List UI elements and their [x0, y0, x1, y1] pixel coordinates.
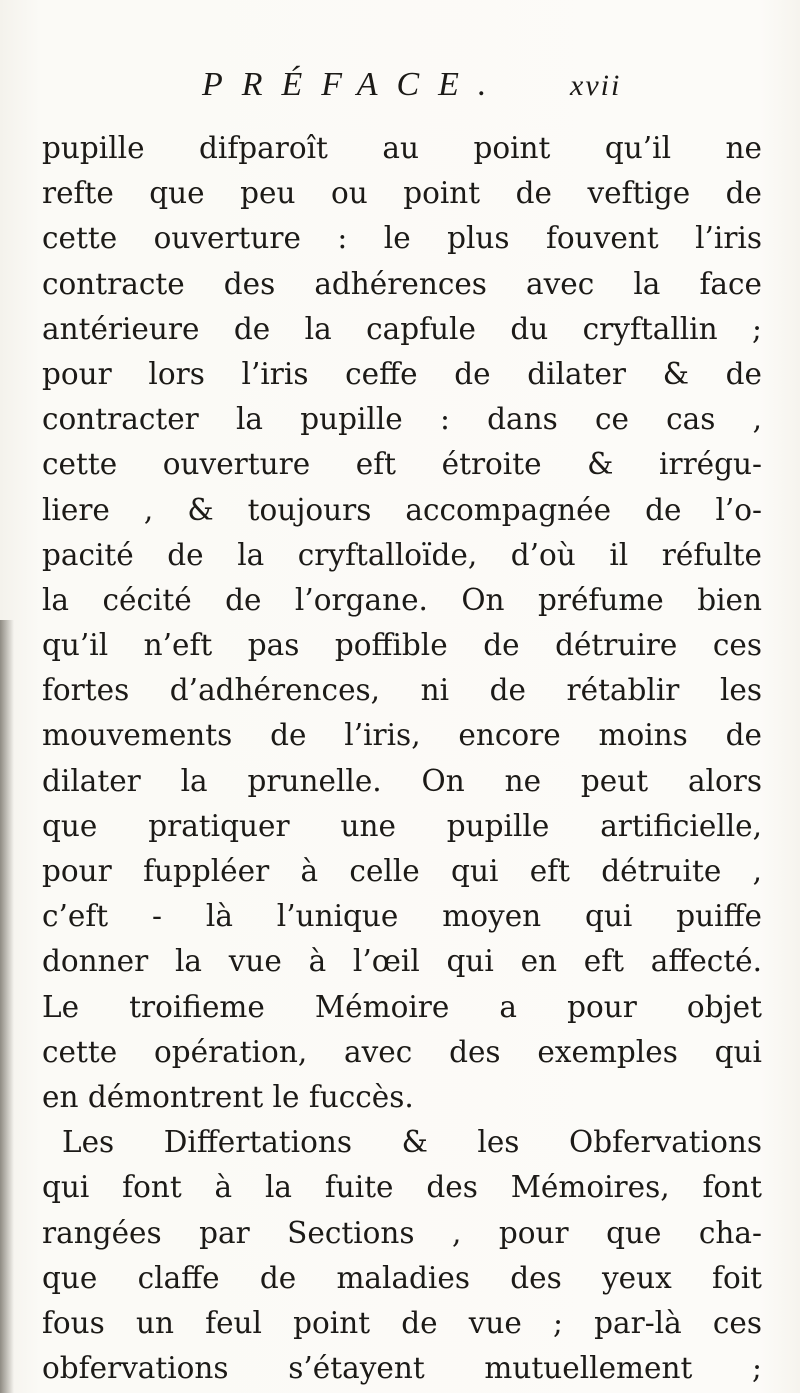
- text-line: que claffe de maladies des yeux foit: [42, 1260, 762, 1295]
- text-line: pour fuppléer à celle qui eft détruite ,: [42, 854, 762, 888]
- running-head: [0, 66, 800, 110]
- text-line: dilater la prunelle. On ne peut alors: [42, 763, 762, 798]
- text-line: contracte des adhérences avec la face: [42, 266, 762, 301]
- text-line: en démontrent le fuccès.: [42, 1079, 414, 1114]
- text-line: qu’il n’eft pas poffible de détruire ces: [42, 628, 762, 663]
- text-line: rangées par Sections , pour que cha-: [42, 1215, 762, 1250]
- text-line: Le troifieme Mémoire a pour objet: [42, 989, 762, 1024]
- text-line: refte que peu ou point de veftige de: [42, 176, 762, 211]
- text-line: pour lors l’iris ceffe de dilater & de: [42, 356, 762, 391]
- text-line: que pratiquer une pupille artificielle,: [42, 808, 762, 843]
- text-line: c’eft - là l’unique moyen qui puiffe: [42, 899, 762, 934]
- text-line: fous un feul point de vue ; par-là ces: [42, 1305, 762, 1340]
- text-line: qui font à la fuite des Mémoires, font: [42, 1170, 762, 1205]
- text-line: donner la vue à l’œil qui en eft affecté.: [42, 944, 762, 979]
- text-line: obfervations s’étayent mutuellement ;: [42, 1351, 762, 1386]
- text-line: pacité de la cryftalloïde, d’où il réfulte: [42, 537, 762, 572]
- text-line: cette opération, avec des exemples qui: [42, 1034, 762, 1069]
- text-line: cette ouverture eft étroite & irrégu-: [42, 447, 762, 482]
- text-line: cette ouverture : le plus fouvent l’iris: [42, 221, 762, 256]
- body-text: [42, 126, 762, 1391]
- text-line: fortes d’adhérences, ni de rétablir les: [42, 673, 762, 708]
- page-number: xvii: [570, 69, 622, 102]
- text-line: pupille difparoît au point qu’il ne: [42, 131, 762, 165]
- running-head-title: PRÉFACE.: [202, 66, 506, 103]
- text-line: mouvements de l’iris, encore moins de: [42, 718, 762, 753]
- text-line: la cécité de l’organe. On préfume bien: [42, 582, 762, 617]
- text-line: antérieure de la capfule du cryftallin ;: [42, 311, 762, 346]
- text-line: Les Differtations & les Obfervations: [62, 1125, 762, 1160]
- text-line: contracter la pupille : dans ce cas ,: [42, 402, 762, 437]
- binding-gutter-shadow: [0, 620, 14, 1393]
- text-line: liere , & toujours accompagnée de l’o-: [42, 492, 762, 527]
